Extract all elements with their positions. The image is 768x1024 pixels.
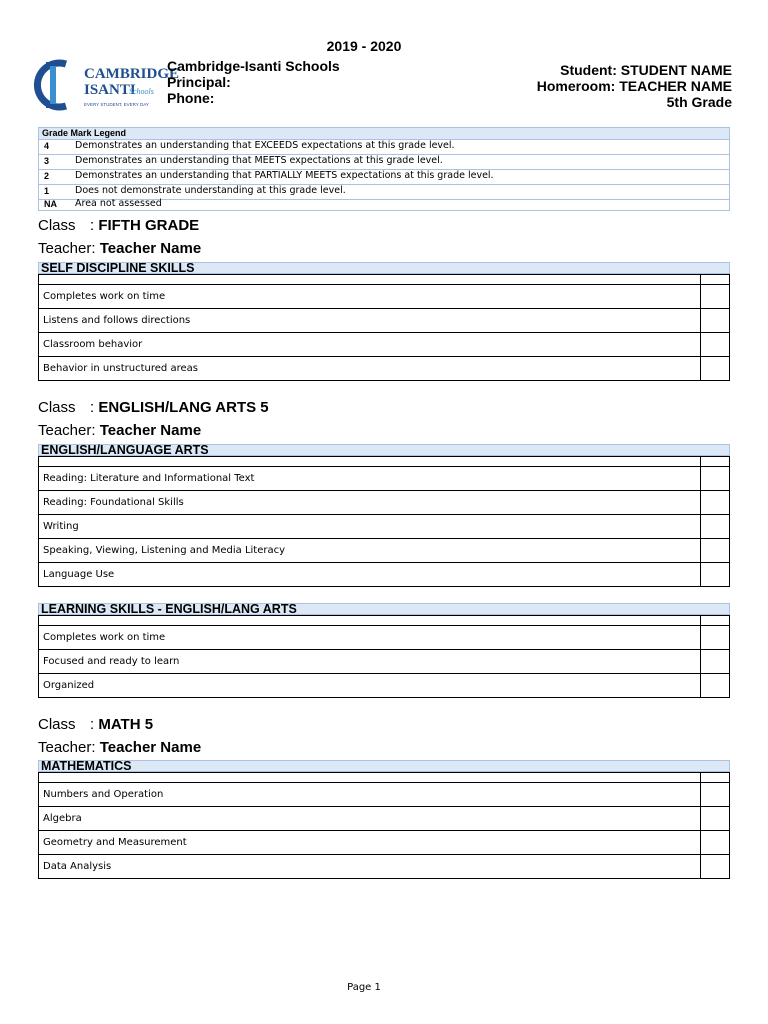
class-heading bbox=[38, 399, 269, 416]
table-row bbox=[39, 539, 730, 563]
header-cell bbox=[39, 457, 701, 467]
homeroom: Homeroom: TEACHER NAME bbox=[536, 78, 732, 94]
skill-label: Behavior in unstructured areas bbox=[39, 357, 701, 381]
legend-desc: Demonstrates an understanding that EXCEEDS expectations at this grade level. bbox=[75, 140, 455, 151]
header-mark-cell bbox=[701, 457, 730, 467]
class-name: ENGLISH/LANG ARTS 5 bbox=[98, 399, 269, 416]
header-cell bbox=[39, 773, 701, 783]
table-row bbox=[39, 515, 730, 539]
table-header-row bbox=[39, 616, 730, 626]
table-header-row bbox=[39, 275, 730, 285]
legend-code: 3 bbox=[44, 156, 50, 166]
grade-cell bbox=[701, 491, 730, 515]
section-mathematics bbox=[38, 760, 730, 879]
grade-cell bbox=[701, 650, 730, 674]
teacher-label: Teacher: bbox=[38, 240, 96, 257]
table-row bbox=[39, 563, 730, 587]
teacher-name: Teacher Name bbox=[99, 240, 202, 257]
teacher-heading bbox=[38, 422, 201, 439]
student-info bbox=[537, 62, 732, 110]
class-name: FIFTH GRADE bbox=[98, 217, 200, 234]
logo-line1: CAMBRIDGE bbox=[84, 66, 180, 82]
header-cell bbox=[39, 616, 701, 626]
grade-cell bbox=[701, 467, 730, 491]
skill-label: Classroom behavior bbox=[39, 333, 701, 357]
skills-table bbox=[38, 772, 730, 879]
skills-table bbox=[38, 456, 730, 587]
teacher-heading bbox=[38, 739, 201, 756]
school-year: 2019 - 2020 bbox=[326, 38, 402, 54]
grade-cell bbox=[701, 309, 730, 333]
grade-cell bbox=[701, 563, 730, 587]
class-sep: : bbox=[90, 217, 95, 234]
section-learning-skills bbox=[38, 603, 730, 698]
logo-tagline: EVERY STUDENT, EVERY DAY bbox=[84, 102, 149, 107]
school-info bbox=[167, 58, 340, 106]
header-mark-cell bbox=[701, 275, 730, 285]
grade-cell bbox=[701, 515, 730, 539]
legend-desc: Does not demonstrate understanding at this grade level. bbox=[75, 185, 346, 196]
skill-label: Speaking, Viewing, Listening and Media Literacy bbox=[39, 539, 701, 563]
teacher-heading bbox=[38, 240, 201, 257]
grade-legend bbox=[38, 127, 730, 211]
class-name: MATH 5 bbox=[98, 716, 154, 733]
school-name: Cambridge-Isanti Schools bbox=[167, 58, 340, 74]
table-row bbox=[39, 674, 730, 698]
class-label: Class bbox=[38, 716, 76, 733]
skill-label: Reading: Literature and Informational Text bbox=[39, 467, 701, 491]
logo-line2b: Schools bbox=[129, 87, 154, 96]
section-english bbox=[38, 444, 730, 587]
page-number: Page 1 bbox=[347, 982, 381, 993]
class-label: Class bbox=[38, 217, 76, 234]
school-logo bbox=[36, 56, 180, 114]
grade-cell bbox=[701, 539, 730, 563]
table-row bbox=[39, 626, 730, 650]
class-sep: : bbox=[90, 716, 95, 733]
teacher-label: Teacher: bbox=[38, 422, 96, 439]
grade-cell bbox=[701, 783, 730, 807]
skill-label: Language Use bbox=[39, 563, 701, 587]
section-title: MATHEMATICS bbox=[38, 760, 730, 772]
class-sep: : bbox=[90, 399, 95, 416]
skill-label: Geometry and Measurement bbox=[39, 831, 701, 855]
grade-cell bbox=[701, 626, 730, 650]
legend-code: 4 bbox=[44, 141, 50, 151]
header-cell bbox=[39, 275, 701, 285]
table-row bbox=[39, 807, 730, 831]
table-row bbox=[39, 831, 730, 855]
table-row bbox=[39, 783, 730, 807]
table-row bbox=[39, 467, 730, 491]
student-name: Student: STUDENT NAME bbox=[560, 62, 732, 78]
legend-title: Grade Mark Legend bbox=[39, 128, 729, 140]
table-row bbox=[39, 285, 730, 309]
grade-cell bbox=[701, 855, 730, 879]
teacher-name: Teacher Name bbox=[99, 739, 202, 756]
section-self-discipline bbox=[38, 262, 730, 381]
legend-desc: Demonstrates an understanding that PARTIALLY MEETS expectations at this grade level. bbox=[75, 170, 494, 181]
grade-cell bbox=[701, 357, 730, 381]
table-row bbox=[39, 357, 730, 381]
grade-cell bbox=[701, 807, 730, 831]
class-label: Class bbox=[38, 399, 76, 416]
skill-label: Focused and ready to learn bbox=[39, 650, 701, 674]
class-heading bbox=[38, 217, 199, 234]
skill-label: Numbers and Operation bbox=[39, 783, 701, 807]
grade-cell bbox=[701, 674, 730, 698]
table-row bbox=[39, 491, 730, 515]
class-heading bbox=[38, 716, 153, 733]
table-row bbox=[39, 650, 730, 674]
legend-desc: Area not assessed bbox=[75, 198, 162, 209]
legend-row bbox=[39, 140, 729, 155]
table-header-row bbox=[39, 773, 730, 783]
skill-label: Algebra bbox=[39, 807, 701, 831]
skills-table bbox=[38, 615, 730, 698]
skill-label: Completes work on time bbox=[39, 626, 701, 650]
grade-level: 5th Grade bbox=[666, 94, 732, 110]
grade-cell bbox=[701, 285, 730, 309]
table-row bbox=[39, 855, 730, 879]
skill-label: Reading: Foundational Skills bbox=[39, 491, 701, 515]
legend-code: 1 bbox=[44, 186, 50, 196]
legend-code: NA bbox=[44, 199, 57, 209]
section-title: ENGLISH/LANGUAGE ARTS bbox=[38, 444, 730, 456]
grade-cell bbox=[701, 831, 730, 855]
section-title: SELF DISCIPLINE SKILLS bbox=[38, 262, 730, 274]
skill-label: Data Analysis bbox=[39, 855, 701, 879]
header-mark-cell bbox=[701, 616, 730, 626]
legend-row bbox=[39, 170, 729, 185]
table-row bbox=[39, 309, 730, 333]
grade-cell bbox=[701, 333, 730, 357]
table-header-row bbox=[39, 457, 730, 467]
principal-label: Principal: bbox=[167, 74, 231, 90]
legend-code: 2 bbox=[44, 171, 50, 181]
section-title: LEARNING SKILLS - ENGLISH/LANG ARTS bbox=[38, 603, 730, 615]
legend-row bbox=[39, 155, 729, 170]
phone-label: Phone: bbox=[167, 90, 215, 106]
skill-label: Writing bbox=[39, 515, 701, 539]
teacher-label: Teacher: bbox=[38, 739, 96, 756]
table-row bbox=[39, 333, 730, 357]
legend-row bbox=[39, 200, 729, 210]
legend-desc: Demonstrates an understanding that MEETS expectations at this grade level. bbox=[75, 155, 443, 166]
skill-label: Organized bbox=[39, 674, 701, 698]
logo-line2: ISANTI bbox=[84, 82, 136, 98]
header-mark-cell bbox=[701, 773, 730, 783]
teacher-name: Teacher Name bbox=[99, 422, 202, 439]
skills-table bbox=[38, 274, 730, 381]
skill-label: Completes work on time bbox=[39, 285, 701, 309]
skill-label: Listens and follows directions bbox=[39, 309, 701, 333]
